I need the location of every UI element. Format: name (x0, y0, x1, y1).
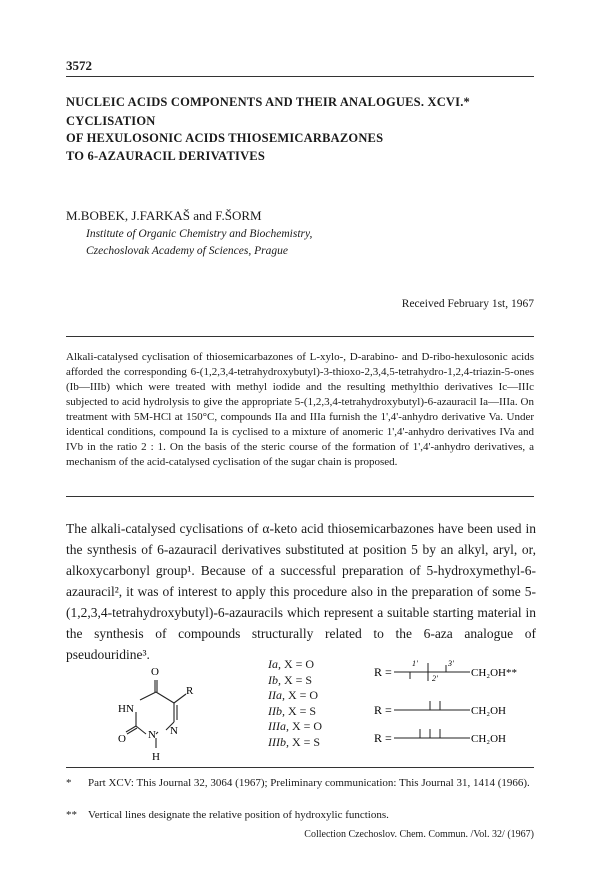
r-prefix-2: R = (374, 703, 392, 717)
compound-label: Ib, X = S (268, 672, 313, 687)
atom-o-top: O (151, 666, 159, 678)
ch2oh-2: CH₂OH (471, 705, 507, 717)
footnote-2 (66, 808, 536, 823)
footnote-mark-2: ** (66, 809, 77, 821)
compound-label: IIIa, X = O (268, 719, 323, 733)
atom-r: R (186, 685, 194, 697)
atom-o-bottom: O (118, 733, 126, 745)
affiliation-line-1: Institute of Organic Chemistry and Biochemistry, (86, 228, 313, 240)
r-prefix-1: R = (374, 665, 392, 679)
authors: M.BOBEK, J.FARKAŠ and F.ŠORM (66, 208, 262, 223)
atom-n-1: N (170, 725, 178, 737)
abstract-top-rule (66, 336, 534, 337)
position-2: 2' (432, 674, 438, 683)
position-1: 1' (412, 659, 418, 668)
r-prefix-3: R = (374, 731, 392, 745)
page-number: 3572 (66, 58, 92, 73)
received-date: Received February 1st, 1967 (401, 298, 534, 310)
compound-label: Ia, X = O (268, 657, 315, 671)
atom-hn: HN (118, 703, 134, 715)
compound-label: IIa, X = O (268, 688, 319, 702)
title-line-1: NUCLEIC ACIDS COMPONENTS AND THEIR ANALOGUES. XCVI.* (66, 95, 470, 109)
compound-label: IIIb, X = S (268, 734, 321, 749)
journal-footer: Collection Czechoslov. Chem. Commun. /Vol. 32/ (1967) (304, 829, 534, 840)
r-group-notations (360, 655, 535, 755)
compound-labels (268, 657, 322, 750)
title-line-3: OF HEXULOSONIC ACIDS THIOSEMICARBAZONES (66, 131, 384, 145)
body-paragraph: The alkali-catalysed cyclisations of α-keto acid thiosemicarbazones have been used in the synthesis of 6-azauracil derivatives substituted at position 5 by an alkyl, aryl, or, alkoxycarbonyl group¹. Because of a successful preparation of 5-hydroxymethyl-6-azauracil², it was of interest to apply this procedure also in the preparation of some 5-(1,2,3,4-tetrahydroxybutyl)-6-azauracils which represent a suitable starting material in the synthesis of compounds structurally related to the 6-aza analogue of pseudouridine³. (66, 521, 536, 662)
footnote-text-1: Part XCV: This Journal 32, 3064 (1967); Preliminary communication: This Journal 31, 1414 (1966). (88, 777, 530, 789)
azauracil-structure (100, 660, 210, 770)
abstract-bottom-rule (66, 496, 534, 497)
header-rule (66, 76, 534, 77)
footnote-1 (66, 776, 536, 791)
atom-n-2: N (148, 729, 156, 741)
title-line-2: CYCLISATION (66, 114, 156, 128)
position-3: 3' (448, 659, 454, 668)
affiliation-line-2: Czechoslovak Academy of Sciences, Prague (86, 245, 288, 257)
ch2oh-1: CH₂OH** (471, 667, 518, 679)
footnote-mark-1: * (66, 777, 72, 789)
footnote-rule (66, 767, 534, 768)
title-line-4: TO 6-AZAURACIL DERIVATIVES (66, 149, 265, 163)
ch2oh-3: CH₂OH (471, 733, 507, 745)
atom-h: H (152, 751, 160, 763)
footnote-text-2: Vertical lines designate the relative position of hydroxylic functions. (88, 809, 389, 821)
compound-label: IIb, X = S (268, 703, 317, 718)
abstract: Alkali-catalysed cyclisation of thiosemicarbazones of L-xylo-, D-arabino- and D-ribo-hexulosonic acids afforded the corresponding 6-(1,2,3,4-tetrahydroxybutyl)-3-thioxo-2,3,4,5-tetrahydro-1,2,4-triazin-5-ones (Ib—IIIb) which were treated with methyl iodide and the resulting methylthio derivatives Ic—IIIc subjected to acid hydrolysis to give the appropriate 5-(1,2,3,4-tetrahydroxybutyl)-6-azauracil Ia—IIIa. On treatment with 5M-HCl at 150°C, compounds IIa and IIIa furnish the 1',4'-anhydro derivative Va. Under identical conditions, compound Ia is cyclised to a mixture of anomeric 1',4'-anhydro derivatives IVa and IVb in the ratio 2 : 1. On the basis of the steric course of the formation of 1',4'-anhydro derivatives, a mechanism of the acid-catalysed cyclisation of the sugar chain is proposed. (66, 351, 534, 468)
